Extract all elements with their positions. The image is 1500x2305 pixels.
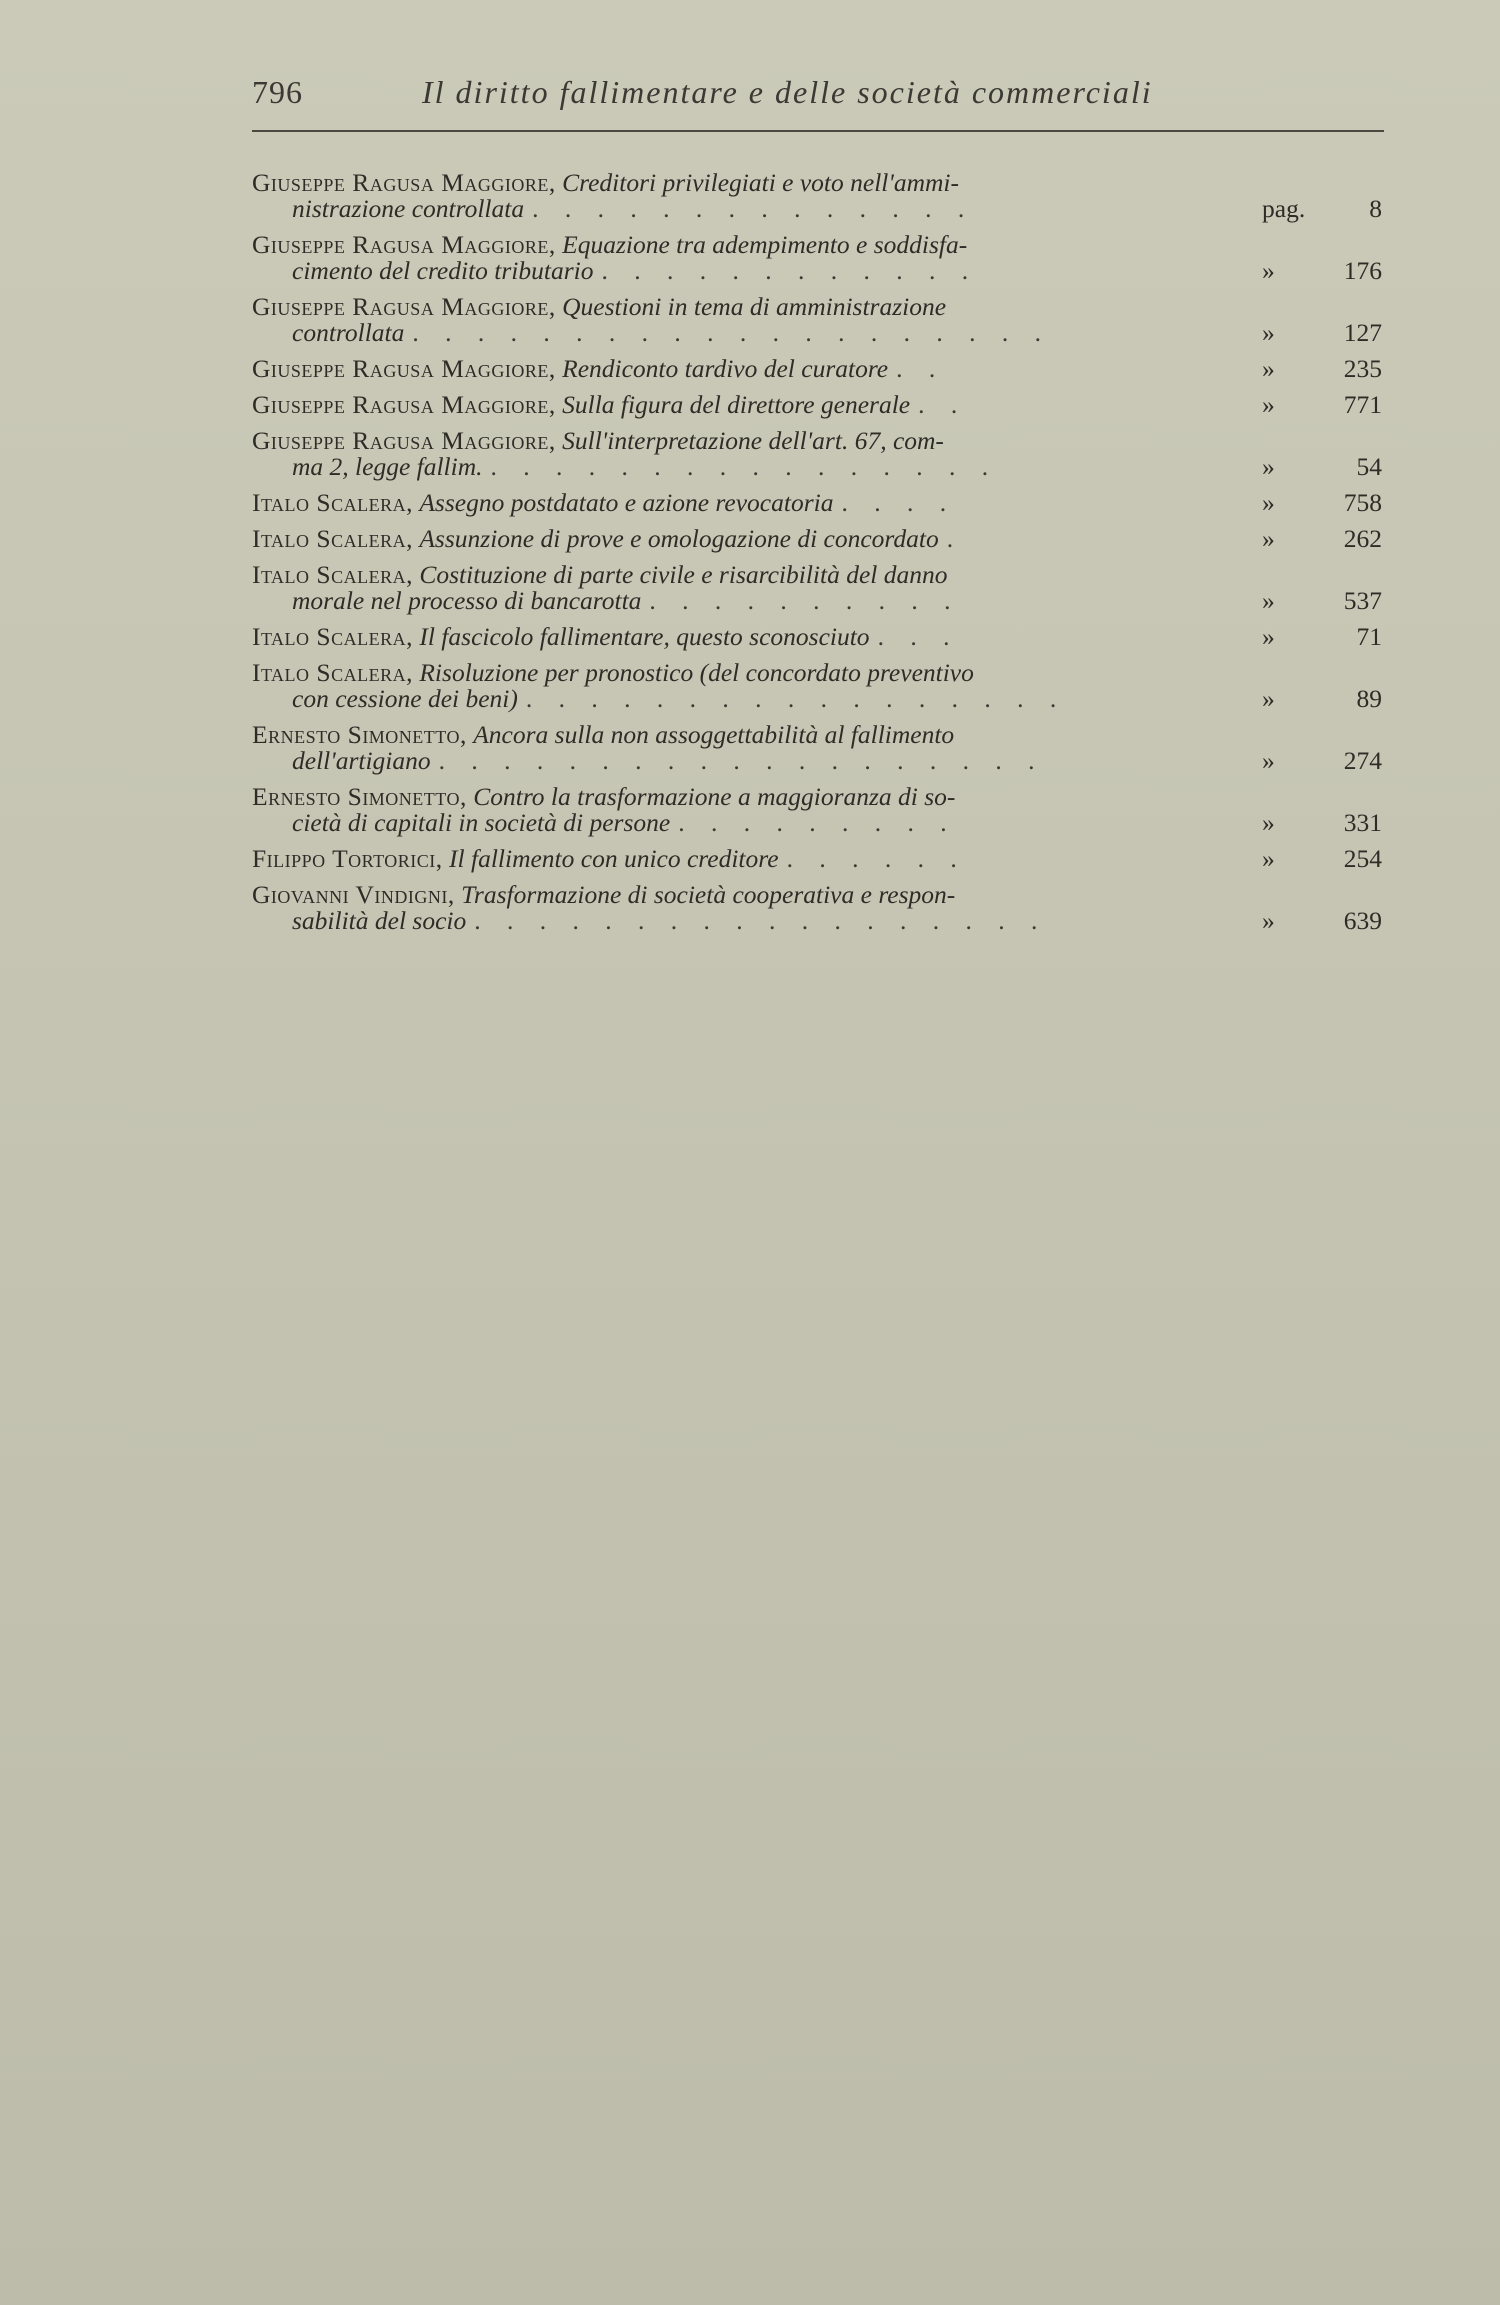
index-entry bbox=[252, 882, 1382, 934]
leader-dots: . bbox=[946, 526, 964, 552]
entry-line-1 bbox=[252, 722, 1222, 748]
leader-dots: . . . . . . . . . . . . . . . . . . bbox=[474, 908, 1048, 934]
entry-line-1 bbox=[252, 784, 1222, 810]
page-value: 331 bbox=[1343, 808, 1382, 837]
entry-text bbox=[252, 232, 1222, 284]
page-prefix: » bbox=[1262, 452, 1275, 481]
entry-line-2 bbox=[252, 908, 1222, 934]
page-prefix: » bbox=[1262, 390, 1275, 419]
entry-author: Italo Scalera, bbox=[252, 622, 413, 651]
entry-author: Giuseppe Ragusa Maggiore, bbox=[252, 168, 556, 197]
page-value: 274 bbox=[1343, 746, 1382, 775]
page-prefix: » bbox=[1262, 808, 1275, 837]
entry-text bbox=[252, 356, 1222, 382]
index-entry bbox=[252, 624, 1382, 650]
entry-title: Assunzione di prove e omologazione di concordato bbox=[419, 524, 939, 553]
leader-dots: . . . . . . . . . . bbox=[649, 588, 961, 614]
index-entry bbox=[252, 526, 1382, 552]
leader-dots: . . . . . . . . . . . . . . . . bbox=[490, 454, 999, 480]
page-value: 235 bbox=[1343, 354, 1382, 383]
index-entry bbox=[252, 170, 1382, 222]
entry-title-continued: ma 2, legge fallim. bbox=[292, 452, 483, 481]
entry-line-1 bbox=[252, 846, 1222, 872]
page-reference bbox=[1262, 588, 1382, 614]
page-value: 254 bbox=[1343, 844, 1382, 873]
entry-line-1 bbox=[252, 428, 1222, 454]
leader-dots: . . . . . . . . . bbox=[678, 810, 957, 836]
entry-author: Ernesto Simonetto, bbox=[252, 720, 467, 749]
entry-text bbox=[252, 722, 1222, 774]
page-header bbox=[252, 74, 1382, 124]
entry-line-1 bbox=[252, 624, 1222, 650]
entry-author: Giuseppe Ragusa Maggiore, bbox=[252, 390, 556, 419]
page-value: 71 bbox=[1356, 622, 1382, 651]
entry-author: Giovanni Vindigni, bbox=[252, 880, 455, 909]
entry-author: Italo Scalera, bbox=[252, 524, 413, 553]
entry-title: Assegno postdatato e azione revocatoria bbox=[419, 488, 834, 517]
entry-title: Equazione tra adempimento e soddisfa- bbox=[562, 230, 968, 259]
leader-dots: . . . . . . . . . . . . . . . . . bbox=[525, 686, 1067, 712]
entry-line-1 bbox=[252, 232, 1222, 258]
index-entry bbox=[252, 428, 1382, 480]
index-entry bbox=[252, 490, 1382, 516]
entry-line-2 bbox=[252, 588, 1222, 614]
entry-text bbox=[252, 624, 1222, 650]
entry-title: Creditori privilegiati e voto nell'ammi- bbox=[562, 168, 959, 197]
entry-line-1 bbox=[252, 526, 1222, 552]
entry-title: Trasformazione di società cooperativa e respon- bbox=[461, 880, 956, 909]
page-reference bbox=[1262, 526, 1382, 552]
page-prefix: » bbox=[1262, 256, 1275, 285]
entry-title: Costituzione di parte civile e risarcibilità del danno bbox=[419, 560, 948, 589]
index-entry bbox=[252, 660, 1382, 712]
page-prefix: » bbox=[1262, 524, 1275, 553]
header-rule bbox=[252, 130, 1384, 132]
leader-dots: . . . . bbox=[841, 490, 957, 516]
entry-author: Italo Scalera, bbox=[252, 488, 413, 517]
page-value: 89 bbox=[1356, 684, 1382, 713]
entry-title: Risoluzione per pronostico (del concordato preventivo bbox=[419, 658, 974, 687]
entry-line-1 bbox=[252, 356, 1222, 382]
entry-title: Questioni in tema di amministrazione bbox=[562, 292, 947, 321]
leader-dots: . . . . . . . . . . . . . . bbox=[532, 196, 975, 222]
page-reference bbox=[1262, 810, 1382, 836]
entry-line-1 bbox=[252, 294, 1222, 320]
entry-line-2 bbox=[252, 748, 1222, 774]
entry-author: Ernesto Simonetto, bbox=[252, 782, 467, 811]
page-reference bbox=[1262, 748, 1382, 774]
entry-author: Giuseppe Ragusa Maggiore, bbox=[252, 426, 556, 455]
page-reference bbox=[1262, 624, 1382, 650]
index-entries bbox=[252, 170, 1382, 944]
entry-text bbox=[252, 562, 1222, 614]
page-reference bbox=[1262, 258, 1382, 284]
entry-line-1 bbox=[252, 882, 1222, 908]
entry-line-2 bbox=[252, 320, 1222, 346]
leader-dots: . . . . . . . . . . . . . . . . . . . bbox=[438, 748, 1045, 774]
entry-author: Italo Scalera, bbox=[252, 658, 413, 687]
page-value: 262 bbox=[1343, 524, 1382, 553]
leader-dots: . . bbox=[918, 392, 968, 418]
entry-text bbox=[252, 294, 1222, 346]
page-prefix: » bbox=[1262, 844, 1275, 873]
page-reference bbox=[1262, 454, 1382, 480]
entry-author: Italo Scalera, bbox=[252, 560, 413, 589]
page-reference bbox=[1262, 490, 1382, 516]
page-prefix: » bbox=[1262, 586, 1275, 615]
page-prefix: pag. bbox=[1262, 194, 1306, 223]
page-reference bbox=[1262, 846, 1382, 872]
entry-line-1 bbox=[252, 562, 1222, 588]
leader-dots: . . . . . . bbox=[786, 846, 967, 872]
entry-line-2 bbox=[252, 810, 1222, 836]
page-prefix: » bbox=[1262, 684, 1275, 713]
entry-title-continued: con cessione dei beni) bbox=[292, 684, 518, 713]
entry-line-1 bbox=[252, 660, 1222, 686]
page-value: 8 bbox=[1369, 194, 1382, 223]
leader-dots: . . . . . . . . . . . . bbox=[601, 258, 979, 284]
entry-title: Il fallimento con unico creditore bbox=[449, 844, 779, 873]
page-prefix: » bbox=[1262, 354, 1275, 383]
page-prefix: » bbox=[1262, 906, 1275, 935]
entry-author: Giuseppe Ragusa Maggiore, bbox=[252, 354, 556, 383]
entry-author: Giuseppe Ragusa Maggiore, bbox=[252, 292, 556, 321]
leader-dots: . . . . . . . . . . . . . . . . . . . . bbox=[412, 320, 1052, 346]
page-reference bbox=[1262, 196, 1382, 222]
index-entry bbox=[252, 356, 1382, 382]
entry-text bbox=[252, 428, 1222, 480]
entry-line-2 bbox=[252, 686, 1222, 712]
entry-author: Filippo Tortorici, bbox=[252, 844, 443, 873]
page-reference bbox=[1262, 320, 1382, 346]
entry-line-2 bbox=[252, 258, 1222, 284]
entry-title-continued: cimento del credito tributario bbox=[292, 256, 594, 285]
entry-title-continued: dell'artigiano bbox=[292, 746, 431, 775]
entry-author: Giuseppe Ragusa Maggiore, bbox=[252, 230, 556, 259]
entry-title-continued: morale nel processo di bancarotta bbox=[292, 586, 642, 615]
index-entry bbox=[252, 846, 1382, 872]
entry-line-1 bbox=[252, 392, 1222, 418]
entry-title: Contro la trasformazione a maggioranza di so- bbox=[473, 782, 956, 811]
entry-text bbox=[252, 882, 1222, 934]
entry-line-2 bbox=[252, 454, 1222, 480]
entry-title-continued: nistrazione controllata bbox=[292, 194, 525, 223]
running-title: Il diritto fallimentare e delle società commerciali bbox=[422, 74, 1153, 110]
entry-title-continued: controllata bbox=[292, 318, 405, 347]
page-number: 796 bbox=[252, 74, 303, 110]
entry-text bbox=[252, 846, 1222, 872]
entry-text bbox=[252, 660, 1222, 712]
page-prefix: » bbox=[1262, 746, 1275, 775]
page-reference bbox=[1262, 908, 1382, 934]
entry-text bbox=[252, 526, 1222, 552]
entry-text bbox=[252, 170, 1222, 222]
entry-text bbox=[252, 490, 1222, 516]
index-entry bbox=[252, 232, 1382, 284]
index-entry bbox=[252, 392, 1382, 418]
page-prefix: » bbox=[1262, 318, 1275, 347]
entry-line-2 bbox=[252, 196, 1222, 222]
page-value: 639 bbox=[1343, 906, 1382, 935]
entry-text bbox=[252, 784, 1222, 836]
entry-title: Sull'interpretazione dell'art. 67, com- bbox=[562, 426, 944, 455]
entry-title: Sulla figura del direttore generale bbox=[562, 390, 911, 419]
entry-title: Il fascicolo fallimentare, questo sconosciuto bbox=[419, 622, 870, 651]
page-value: 54 bbox=[1356, 452, 1382, 481]
page-value: 127 bbox=[1343, 318, 1382, 347]
index-entry bbox=[252, 784, 1382, 836]
page-reference bbox=[1262, 356, 1382, 382]
entry-line-1 bbox=[252, 170, 1222, 196]
leader-dots: . . . bbox=[877, 624, 960, 650]
entry-title-continued: cietà di capitali in società di persone bbox=[292, 808, 671, 837]
index-entry bbox=[252, 562, 1382, 614]
entry-line-1 bbox=[252, 490, 1222, 516]
index-entry bbox=[252, 722, 1382, 774]
page-value: 176 bbox=[1343, 256, 1382, 285]
page-reference bbox=[1262, 686, 1382, 712]
page-prefix: » bbox=[1262, 488, 1275, 517]
page-prefix: » bbox=[1262, 622, 1275, 651]
entry-title: Rendiconto tardivo del curatore bbox=[562, 354, 889, 383]
page-value: 771 bbox=[1343, 390, 1382, 419]
page-value: 758 bbox=[1343, 488, 1382, 517]
index-entry bbox=[252, 294, 1382, 346]
entry-title-continued: sabilità del socio bbox=[292, 906, 467, 935]
leader-dots: . . bbox=[896, 356, 946, 382]
entry-title: Ancora sulla non assoggettabilità al fallimento bbox=[473, 720, 955, 749]
page-reference bbox=[1262, 392, 1382, 418]
entry-text bbox=[252, 392, 1222, 418]
page-value: 537 bbox=[1343, 586, 1382, 615]
